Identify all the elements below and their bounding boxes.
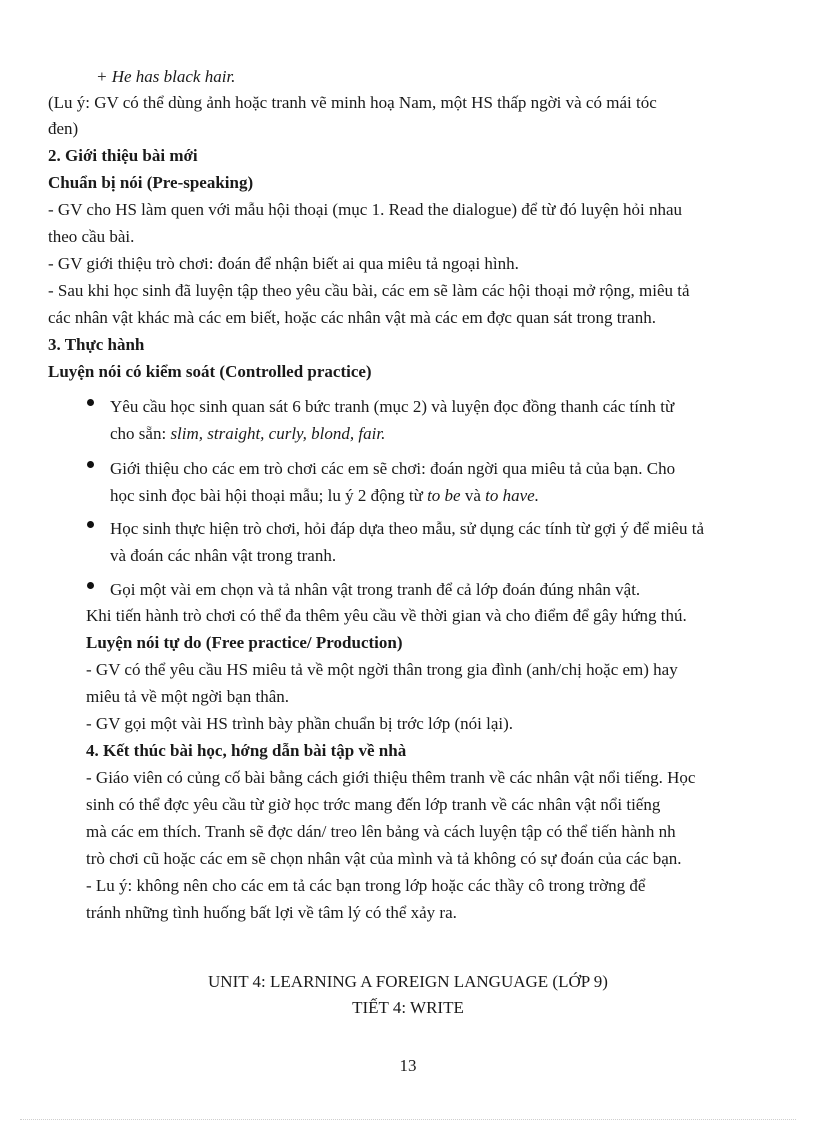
bullet-3-line1: Học sinh thực hiện trò chơi, hỏi đáp dựa theo mẫu, sử dụng các tính từ gợi ý để miêu tả — [110, 519, 704, 538]
bullet-1-prefix: cho sẵn: — [110, 424, 171, 443]
section-4-p1-line3: mà các em thích. Tranh sẽ đợc dán/ treo lên bảng và cách luyện tập có thể tiến hành nh — [86, 822, 676, 841]
free-practice-p1-line2: miêu tả về một ngời bạn thân. — [86, 687, 290, 706]
bullet-icon — [87, 582, 94, 589]
pre-speaking-p3-line2: các nhân vật khác mà các em biết, hoặc các nhân vật mà các em đợc quan sát trong tranh. — [48, 308, 656, 327]
verb-to-be: to be — [427, 486, 461, 505]
section-4-p2-line1: - Lu ý: không nên cho các em tả các bạn trong lớp hoặc các thầy cô trong trờng để — [86, 876, 646, 895]
section-4-p1-line2: sinh có thể đợc yêu cầu từ giờ học trớc mang đến lớp tranh về các nhân vật nổi tiếng — [86, 795, 661, 814]
free-practice-p1-line1: - GV có thể yêu cầu HS miêu tả về một ngời thân trong gia đình (anh/chị hoặc em) hay — [86, 660, 678, 679]
verb-to-have: to have. — [485, 486, 539, 505]
pre-speaking-p2: - GV giới thiệu trò chơi: đoán để nhận biết ai qua miêu tả ngoại hình. — [48, 254, 519, 273]
unit-title: UNIT 4: LEARNING A FOREIGN LANGUAGE (LỚP 9) — [208, 972, 608, 991]
after-bullets-note: Khi tiến hành trò chơi có thể đa thêm yêu cầu về thời gian và cho điểm để gây hứng thú. — [86, 606, 687, 625]
free-practice-p2: - GV gọi một vài HS trình bày phần chuẩn bị trớc lớp (nói lại). — [86, 714, 514, 733]
bullet-2-text-a: học sinh đọc bài hội thoại mẫu; lu ý 2 động từ — [110, 486, 428, 505]
lesson-title: TIẾT 4: WRITE — [352, 998, 464, 1017]
section-4-heading: 4. Kết thúc bài học, hớng dẫn bài tập về nhà — [86, 741, 407, 760]
bullet-2-line1: Giới thiệu cho các em trò chơi các em sẽ chơi: đoán ngời qua miêu tả của bạn. Cho — [110, 459, 676, 478]
bullet-icon — [87, 521, 94, 528]
section-4-p2-line2: tránh những tình huống bất lợi về tâm lý có thể xảy ra. — [86, 903, 457, 922]
section-4-p1-line4: trò chơi cũ hoặc các em sẽ chọn nhân vật của mình và tả không có sự đoán của các bạn. — [86, 849, 682, 868]
example-sentence: + He has black hair. — [96, 67, 236, 86]
bullet-3-line2: và đoán các nhân vật trong tranh. — [110, 546, 337, 565]
page-bottom-divider — [20, 1119, 796, 1120]
bullet-2-text-c: và — [460, 486, 486, 505]
pre-speaking-p1-line2: theo cầu bài. — [48, 227, 135, 246]
controlled-practice-heading: Luyện nói có kiểm soát (Controlled practice) — [48, 362, 372, 381]
bullet-1-line1: Yêu cầu học sinh quan sát 6 bức tranh (mục 2) và luyện đọc đồng thanh các tính từ — [110, 397, 675, 416]
pre-speaking-heading: Chuẩn bị nói (Pre-speaking) — [48, 173, 254, 192]
section-3-heading: 3. Thực hành — [48, 335, 145, 354]
bullet-4: Gọi một vài em chọn và tả nhân vật trong tranh để cả lớp đoán đúng nhân vật. — [110, 580, 641, 599]
adjective-list: slim, straight, curly, blond, fair. — [170, 424, 386, 443]
bullet-icon — [87, 461, 94, 468]
note-line-2: đen) — [48, 119, 79, 138]
note-line-1: (Lu ý: GV có thể dùng ảnh hoặc tranh vẽ minh hoạ Nam, một HS thấp ngời và có mái tóc — [48, 93, 657, 112]
page-number: 13 — [399, 1056, 417, 1075]
pre-speaking-p1-line1: - GV cho HS làm quen với mẫu hội thoại (mục 1. Read the dialogue) để từ đó luyện hỏi nhau — [48, 200, 683, 219]
section-4-p1-line1: - Giáo viên có củng cố bài bằng cách giới thiệu thêm tranh về các nhân vật nổi tiếng. Học — [86, 768, 696, 787]
pre-speaking-p3-line1: - Sau khi học sinh đã luyện tập theo yêu cầu bài, các em sẽ làm các hội thoại mở rộng, miêu tả — [48, 281, 690, 300]
bullet-2-line2 — [110, 485, 539, 507]
section-2-heading: 2. Giới thiệu bài mới — [48, 146, 198, 165]
bullet-1-line2 — [110, 423, 385, 445]
free-practice-heading: Luyện nói tự do (Free practice/ Production) — [86, 633, 403, 652]
bullet-icon — [87, 399, 94, 406]
